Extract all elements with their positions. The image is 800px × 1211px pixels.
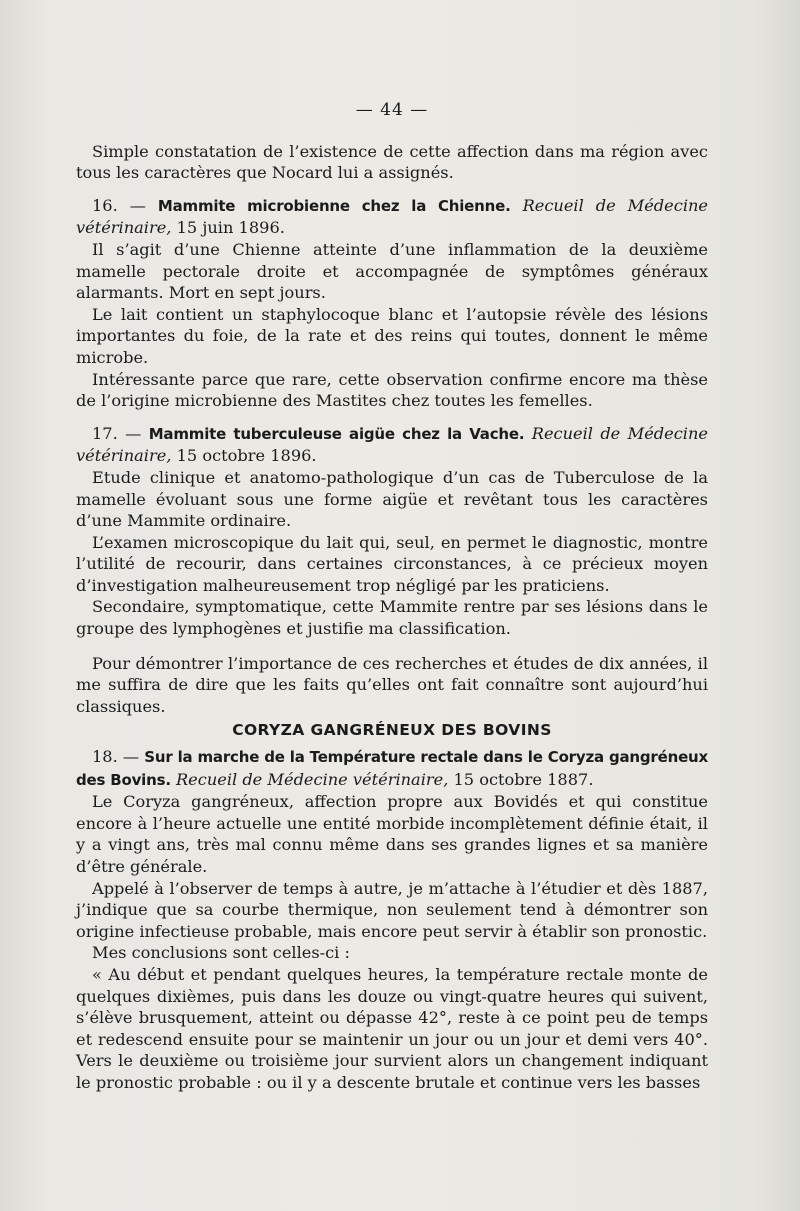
entry-17-title: Mammite tuberculeuse aigüe chez la Vache.: [148, 424, 525, 443]
entry-18-paragraph-4: « Au début et pendant quelques heures, la température rectale monte de quelques dixièmes, puis dans les douze ou vingt-quatre heures qui suivent, s’élève brusquement, atteint ou dépasse 42°, reste à ce point peu de temps et redescend ensuite pour se maintenir un jour ou un jour et demi vers 40°. Vers le deuxième ou troisième jour survient alors un changement indiquant le pronostic probable : ou il y a descente brutale et continue vers les basses: [76, 964, 708, 1092]
entry-17-heading: [76, 423, 708, 467]
entry-16-date: 15 juin 1896.: [176, 218, 285, 238]
entry-17-source: Recueil de Médecine vétérinaire,: [76, 423, 708, 466]
entry-17-number: 17. —: [92, 423, 142, 443]
entry-16-paragraph-3: Intéressante parce que rare, cette observation confirme encore ma thèse de l’origine microbienne des Mastites chez toutes les femelles.: [76, 369, 708, 411]
entry-17-paragraph-2: L’examen microscopique du lait qui, seul, en permet le diagnostic, montre l’utilité de recourir, dans certaines circonstances, à ce précieux moyen d’investigation malheureusement trop négligé par les praticiens.: [76, 532, 708, 595]
entry-17-paragraph-1: Etude clinique et anatomo-pathologique d’un cas de Tuberculose de la mamelle évoluant sous une forme aigüe et revêtant tous les caractères d’une Mammite ordinaire.: [76, 467, 708, 531]
entry-18-title: Sur la marche de la Température rectale dans le Coryza gangréneux des Bovins.: [76, 748, 708, 789]
page-number: — 44 —: [355, 100, 429, 120]
entry-16-paragraph-2: Le lait contient un staphylocoque blanc et l’autopsie révèle des lésions importantes du foie, de la rate et des reins qui toutes, donnent le même microbe.: [76, 304, 708, 367]
entry-18-paragraph-3: Mes conclusions sont celles-ci :: [92, 943, 350, 963]
entry-16-paragraph-1: Il s’agit d’une Chienne atteinte d’une inflammation de la deuxième mamelle pectorale droite et accompagnée de symptômes généraux alarmants. Mort en sept jours.: [76, 239, 708, 303]
entry-16-number: 16. —: [92, 195, 146, 215]
entry-18-paragraph-2: Appelé à l’observer de temps à autre, je m’attache à l’étudier et dès 1887, j’indique que sa courbe thermique, non seulement tend à démontrer son origine infectieuse probable, mais encore peut servir à établir son pronostic.: [76, 878, 708, 941]
entry-18-paragraph-1: Le Coryza gangréneux, affection propre aux Bovidés et qui constitue encore à l’heure actuelle une entité morbide incomplètement définie était, il y a vingt ans, très mal connu même dans ses grandes lignes et sa manière d’être générale.: [76, 792, 708, 876]
entry-17-paragraph-3: Secondaire, symptomatique, cette Mammite rentre par ses lésions dans le groupe des lymphogènes et justifie ma classification.: [76, 597, 708, 639]
entry-16-title: Mammite microbienne chez la Chienne.: [157, 196, 511, 215]
intro-paragraph: Simple constatation de l’existence de cette affection dans ma région avec tous les caractères que Nocard lui a assignés.: [76, 141, 708, 183]
entry-17-date: 15 octobre 1896.: [176, 446, 317, 466]
closing-paragraph: Pour démontrer l’importance de ces recherches et études de dix années, il me suffira de dire que les faits qu’elles ont fait connaître sont aujourd’hui classiques.: [76, 653, 708, 716]
entry-16-source: Recueil de Médecine vétérinaire,: [76, 195, 708, 238]
entry-18-source: Recueil de Médecine vétérinaire,: [175, 769, 449, 789]
entry-18-number: 18. —: [92, 747, 140, 767]
entry-16-heading: [76, 195, 708, 239]
entry-18-date: 15 octobre 1887.: [453, 769, 594, 789]
page-content: [76, 100, 708, 1094]
section-heading: CORYZA GANGRÉNEUX DES BOVINS: [232, 721, 552, 740]
entry-18-heading: [76, 746, 708, 791]
